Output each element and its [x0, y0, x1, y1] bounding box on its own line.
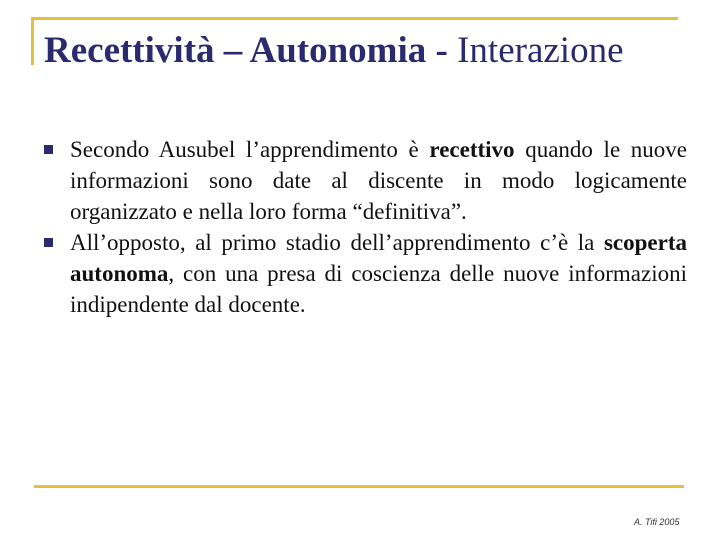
slide-title [44, 29, 624, 73]
bullet-text-bold: recettivo [429, 137, 515, 162]
footer-credit: A. Tifi 2005 [634, 517, 680, 527]
slide-title-regular-part: Interazione [457, 30, 624, 71]
bullet-text [70, 137, 687, 224]
bullet-list [44, 134, 687, 320]
bullet-item-scoperta [44, 227, 687, 320]
square-bullet-icon [44, 145, 53, 154]
title-frame-left-rule [31, 17, 34, 65]
square-bullet-icon [44, 238, 53, 247]
bullet-text-pre: All’opposto, al primo stadio dell’apprendimento c’è la [70, 230, 604, 255]
bullet-text-post: quando le nuove informazioni sono date al discente in modo logicamente organizzato e nella loro forma “definitiva”. [70, 137, 688, 224]
title-frame-top-rule [31, 17, 678, 20]
bullet-text-post: , con una presa di coscienza delle nuove informazioni indipendente dal docente. [70, 261, 687, 317]
bullet-text-bold: scoperta autonoma [70, 230, 687, 286]
bullet-text-pre: Secondo Ausubel l’apprendimento è [70, 137, 430, 162]
bullet-text [70, 230, 687, 317]
footer-rule [34, 485, 684, 488]
slide-title-bold-part: Recettività – Autonomia - [44, 30, 458, 71]
bullet-item-ricettivo [44, 134, 687, 227]
